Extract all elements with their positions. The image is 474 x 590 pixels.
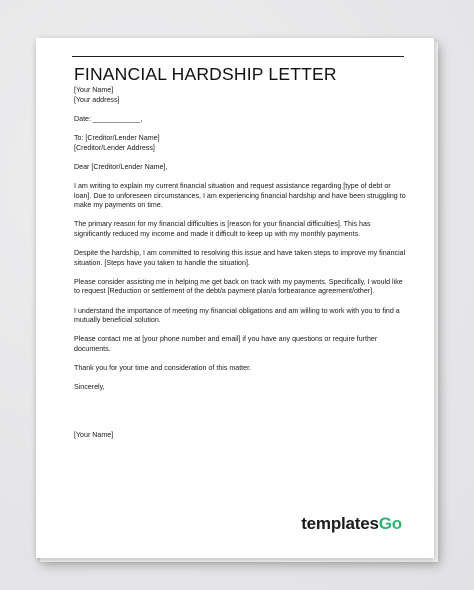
sender-address: [Your address] [74, 95, 120, 104]
salutation: Dear [Creditor/Lender Name], [74, 162, 168, 171]
paragraph-5: I understand the importance of meeting my financial obligations and am willing to work with you to find a mutually beneficial solution. [74, 306, 400, 325]
paragraph-7: Thank you for your time and consideration of this matter. [74, 364, 252, 373]
paragraph-6: Please contact me at [your phone number and email] if you have any questions or require further documents. [74, 335, 378, 354]
logo-text: templates [301, 514, 379, 533]
document-title: FINANCIAL HARDSHIP LETTER [74, 64, 337, 84]
letter-body [74, 86, 409, 441]
paragraph-3: Despite the hardship, I am committed to resolving this issue and have taken steps to improve my financial situation. [Steps have you taken to handle the situation]. [74, 249, 406, 267]
sender-name: [Your Name] [74, 86, 114, 94]
paragraph-2: The primary reason for my financial difficulties is [reason for your financial difficulties]. This has significantly reduced my income and made it difficult to keep up with my monthly payments. [74, 220, 371, 238]
paragraph-4: Please consider assisting me in helping me get back on track with my payments. Specifically, I would like to request [Reduction or settlement of the debt/a payment plan/a forbearance agreement/other]. [74, 277, 403, 296]
top-rule [72, 56, 404, 57]
closing: Sincerely, [74, 383, 105, 392]
paragraph-1: I am writing to explain my current financial situation and request assistance regarding [type of debt or loan]. Due to unforeseen circumstances, I am experiencing financial hardship and have been struggling to make my payments on time. [74, 181, 406, 210]
templatesgo-logo [301, 514, 402, 534]
recipient-line: To: [Creditor/Lender Name] [74, 133, 160, 142]
signature-name: [Your Name] [74, 431, 114, 439]
logo-accent: Go [378, 514, 402, 533]
letter-page [36, 38, 434, 558]
date-line: Date: ____________, [74, 114, 143, 123]
recipient-address: [Creditor/Lender Address] [74, 143, 155, 152]
